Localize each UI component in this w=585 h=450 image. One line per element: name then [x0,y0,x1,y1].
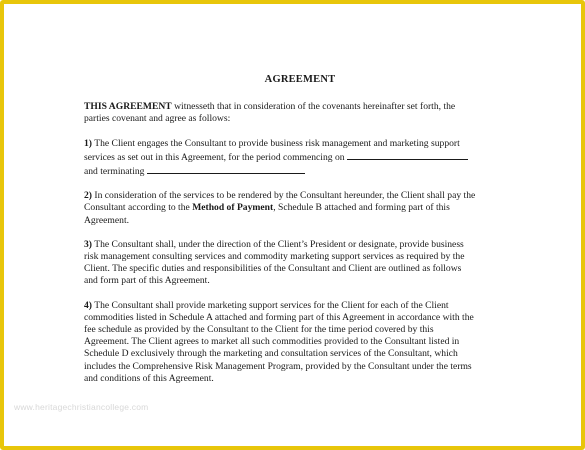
intro-lead: THIS AGREEMENT [84,101,172,113]
clause-3-line: Client. The specific duties and responsibilities of the Consultant and Client are outlined as follows [84,263,462,275]
clause-3-line: risk management consulting services and commodity marketing support services as required by the [84,251,465,263]
clause-4-line: fee schedule as provided by the Consultant to the Client for the time period covered by this [84,324,434,336]
terminating-date-blank[interactable] [147,164,305,174]
clause-4-line: Schedule D exclusively through the marketing and consultation services of the Consultant, which [84,348,458,360]
clause-4-number: 4) [84,299,92,311]
clause-2 [84,190,516,227]
intro-line1: witnesseth that in consideration of the covenants hereinafter set forth, the [171,101,456,113]
intro-line2: parties covenant and agree as follows: [84,113,231,125]
clause-2-line2b: , Schedule B attached and forming part of this [273,202,450,214]
clause-1-line2: services as set out in this Agreement, for the period commencing on [84,151,347,163]
clause-1-number: 1) [84,137,92,149]
clause-4-line: Agreement. The Client agrees to market all such commodities provided to the Consultant listed in [84,336,460,348]
clause-4-line: and conditions of this Agreement. [84,372,214,384]
document-title: AGREEMENT [264,74,336,85]
clause-3-line: The Consultant shall, under the direction of the Client’s President or designate, provide business [92,238,464,250]
clause-3 [84,239,516,288]
method-of-payment: Method of Payment [192,202,274,214]
clause-4-line: The Consultant shall provide marketing support services for the Client for each of the Client [92,299,449,311]
clause-3-number: 3) [84,238,92,250]
clause-4-line: commodities listed in Schedule A attached and forming part of this Agreement in accordance with the [84,311,474,323]
agreement-document [84,68,516,397]
commencing-date-blank[interactable] [347,150,468,160]
clause-1-line3: and terminating [84,166,147,178]
clause-4-line: includes the Comprehensive Risk Management Program, provided by the Consultant under the terms [84,360,472,372]
clause-2-line1: In consideration of the services to be rendered by the Consultant hereunder, the Client shall pay the [92,190,476,202]
watermark: www.heritagechristiancollege.com [14,402,149,412]
clause-1 [84,138,516,179]
clause-3-line: and form part of this Agreement. [84,275,210,287]
clause-2-number: 2) [84,190,92,202]
clause-2-line2a: Consultant according to the [84,202,193,214]
clause-4 [84,300,516,385]
clause-1-line1: The Client engages the Consultant to provide business risk management and marketing support [92,137,460,149]
clause-2-line3: Agreement. [84,214,130,226]
intro-paragraph [84,101,516,125]
